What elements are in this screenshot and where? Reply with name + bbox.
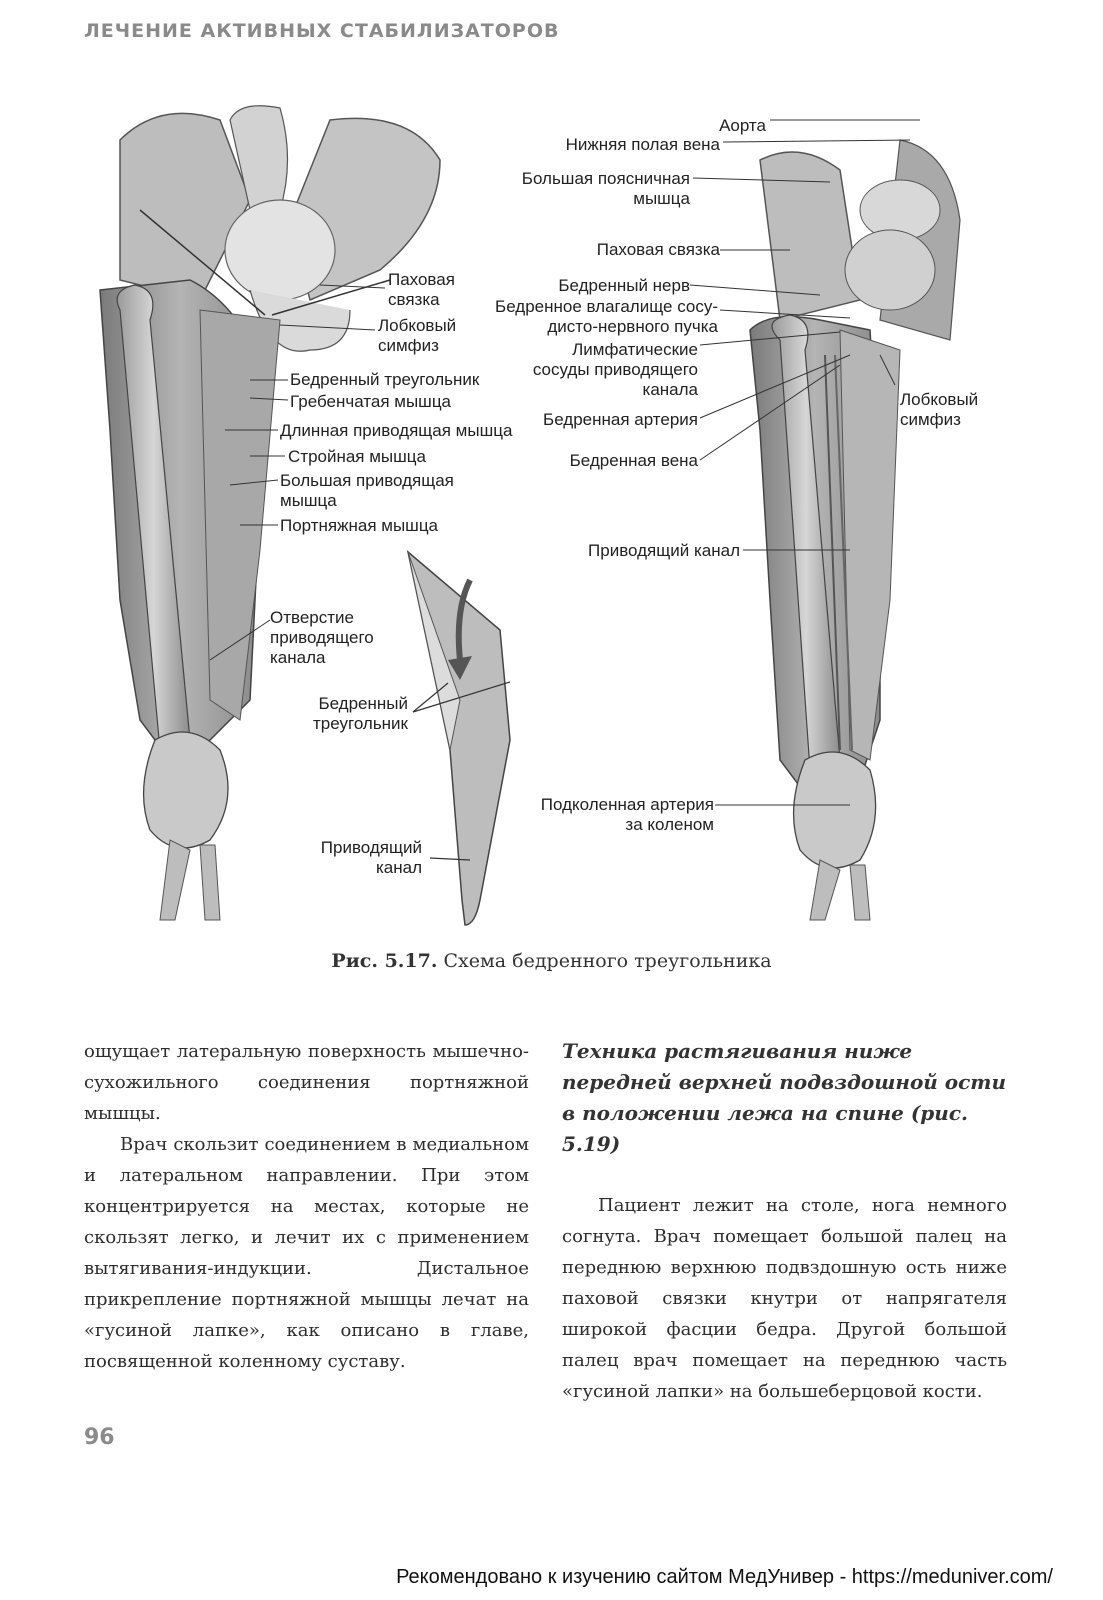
running-head: ЛЕЧЕНИЕ АКТИВНЫХ СТАБИЛИЗАТОРОВ <box>84 20 560 42</box>
figure-caption-text: Схема бедренного треугольника <box>437 950 772 972</box>
label-adductor-canal-right: Приводящий канал <box>588 541 740 560</box>
label-adductor-magnus: Большая приводящая мышца <box>280 471 454 510</box>
label-femoral-nerve: Бедренный нерв <box>558 276 690 295</box>
figure-caption <box>0 950 1103 972</box>
label-psoas-major: Большая поясничная мышца <box>521 169 690 208</box>
label-pectineus: Гребенчатая мышца <box>290 392 452 411</box>
label-adductor-longus: Длинная приводящая мышца <box>280 421 513 440</box>
label-popliteal-artery: Подколенная артерия за коленом <box>540 795 714 834</box>
section-heading: Техника растягивания ниже передней верхней подвздошной ости в положении лежа на спине (рис. 5.19) <box>562 1039 1007 1156</box>
label-adductor-canal-center: Приводящий канал <box>320 838 422 877</box>
label-gracilis: Стройная мышца <box>288 447 426 466</box>
page-number: 96 <box>84 1425 115 1450</box>
label-inguinal-ligament-left: Паховая связка <box>388 270 455 309</box>
figure-number: Рис. 5.17. <box>331 950 438 972</box>
left-paragraph-2: Врач скользит соединением в медиальном и латеральном направлении. При этом концентрируется на местах, которые не скользят легко, и лечит их с применением вытягивания-индукции. Дистальное прикрепление портняжной мышцы лечат на «гусиной лапке», как описано в главе, посвященной коленному суставу. <box>84 1134 529 1372</box>
label-adductor-hiatus: Отверстие приводящего канала <box>270 608 374 667</box>
label-inguinal-ligament-right: Паховая связка <box>596 240 720 259</box>
right-column <box>562 1036 1007 1407</box>
label-aorta: Аорта <box>719 116 766 135</box>
label-sartorius: Портняжная мышца <box>280 516 439 535</box>
label-ivc: Нижняя полая вена <box>565 135 720 154</box>
left-paragraph-1: ощущает латеральную поверхность мышечно-сухожильного соединения портняжной мышцы. <box>84 1041 529 1124</box>
label-pubic-symphysis-left: Лобковый симфиз <box>378 316 457 355</box>
label-femoral-triangle-center: Бедренный треугольник <box>312 694 408 733</box>
label-femoral-triangle-left: Бедренный треугольник <box>290 370 480 389</box>
label-pubic-symphysis-right: Лобковый симфиз <box>900 390 979 429</box>
canal-diagram <box>408 552 510 925</box>
right-paragraph-1: Пациент лежит на столе, нога немного согнута. Врач помещает большой палец на переднюю верхнюю подвздошную ость ниже паховой связки кнутри от напрягателя широкой фасции бедра. Другой большой палец врач помещает на переднюю часть «гусиной лапки» на большеберцовой кости. <box>562 1195 1007 1402</box>
watermark: Рекомендовано к изучению сайтом МедУнивер - https://meduniver.com/ <box>396 1566 1053 1588</box>
left-leg-drawing <box>100 106 440 920</box>
label-lymphatics: Лимфатические сосуды приводящего канала <box>532 340 698 399</box>
label-femoral-artery: Бедренная артерия <box>543 410 698 429</box>
label-femoral-vein: Бедренная вена <box>569 451 698 470</box>
label-femoral-sheath: Бедренное влагалище сосу- дисто-нервного пучка <box>495 297 718 336</box>
anatomy-figure <box>80 100 1040 940</box>
left-column <box>84 1036 529 1377</box>
right-leg-drawing <box>690 120 960 920</box>
